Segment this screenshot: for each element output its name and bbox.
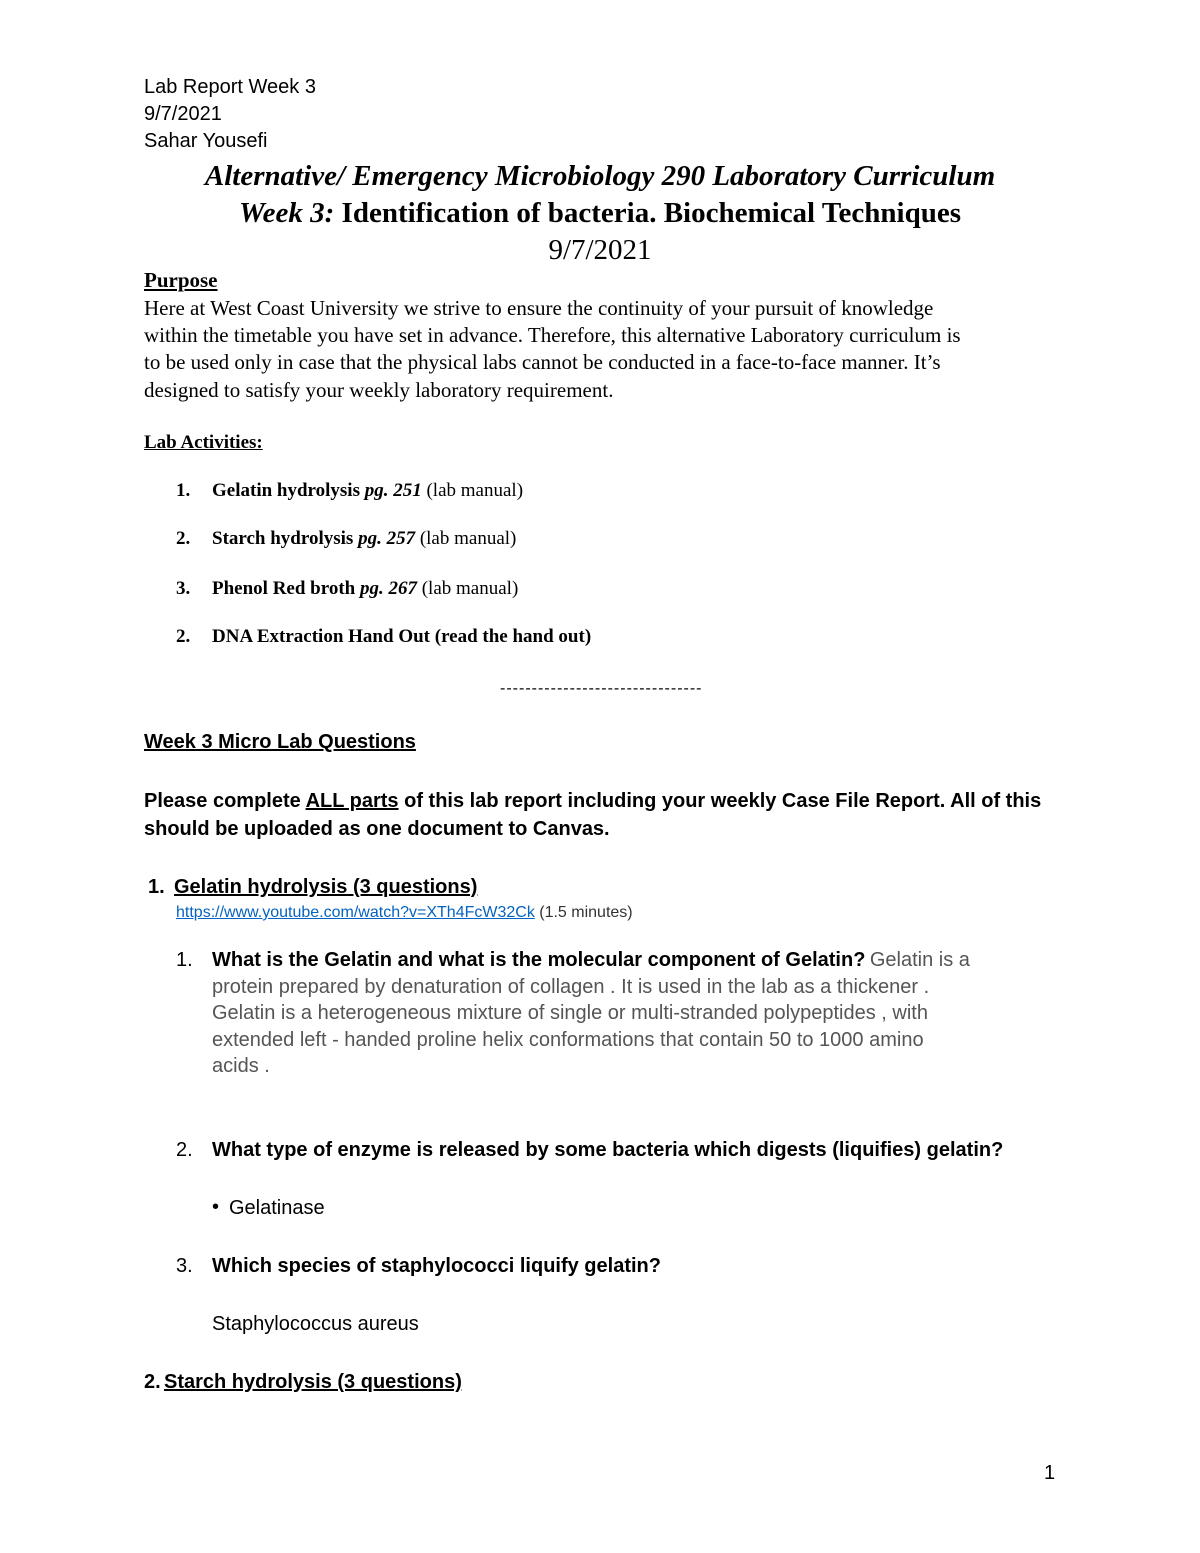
video-duration: (1.5 minutes) <box>534 904 633 921</box>
instructions-emphasis: ALL parts <box>305 790 399 812</box>
instructions-line: should be uploaded as one document to Canvas. <box>144 818 610 840</box>
week-label: Week 3: <box>238 197 335 229</box>
answer-line: Gelatin is a heterogeneous mixture of single or multi-stranded polypeptides , with <box>212 1002 928 1024</box>
section-number: 2. <box>144 1371 161 1393</box>
page-number: 1 <box>1044 1462 1056 1484</box>
section-divider: -------------------------------- <box>500 680 703 697</box>
video-link[interactable]: https://www.youtube.com/watch?v=XTh4FcW32Ck <box>176 904 535 921</box>
bullet-icon: • <box>212 1196 220 1218</box>
activity-note: (lab manual) <box>416 578 519 599</box>
activity-name: Gelatin hydrolysis <box>212 480 365 501</box>
report-title-line: Lab Report Week 3 <box>144 76 316 98</box>
activity-name: DNA Extraction Hand Out (read the hand out) <box>212 626 592 647</box>
activity-number: 1. <box>176 480 191 501</box>
activity-number: 3. <box>176 578 191 599</box>
title-date: 9/7/2021 <box>548 234 652 266</box>
activity-name: Starch hydrolysis <box>212 528 359 549</box>
activity-item <box>212 578 518 600</box>
purpose-line: to be used only in case that the physical labs cannot be conducted in a face-to-face manner. It’s <box>144 350 941 374</box>
purpose-line: within the timetable you have set in advance. Therefore, this alternative Laboratory curriculum is <box>144 323 961 347</box>
section-title: Gelatin hydrolysis (3 questions) <box>174 876 478 898</box>
activity-note: (lab manual) <box>421 480 524 501</box>
activity-page: pg. 251 <box>364 480 422 501</box>
activity-item <box>212 528 516 550</box>
question-number: 2. <box>176 1139 193 1161</box>
question-number: 3. <box>176 1255 193 1277</box>
week-topic: Identification of bacteria. Biochemical Techniques <box>334 197 961 229</box>
question-line <box>212 949 970 972</box>
answer-line: extended left - handed proline helix conformations that contain 50 to 1000 amino <box>212 1029 924 1051</box>
lab-activities-heading: Lab Activities: <box>144 432 263 453</box>
question-text: What is the Gelatin and what is the molecular component of Gelatin? <box>212 949 866 971</box>
answer-line: protein prepared by denaturation of collagen . It is used in the lab as a thickener . <box>212 976 930 998</box>
instructions-text: of this lab report including your weekly Case File Report. All of this <box>398 790 1042 812</box>
answer-text: Gelatinase <box>229 1197 325 1219</box>
activity-page: pg. 257 <box>358 528 416 549</box>
video-link-line <box>176 904 633 922</box>
question-text: Which species of staphylococci liquify gelatin? <box>212 1255 661 1277</box>
instructions-text: Please complete <box>144 790 306 812</box>
question-number: 1. <box>176 949 193 971</box>
section-number: 1. <box>148 876 165 898</box>
week-title <box>0 197 1200 230</box>
purpose-heading: Purpose <box>144 268 218 292</box>
question-text: What type of enzyme is released by some bacteria which digests (liquifies) gelatin? <box>212 1139 1004 1161</box>
activity-page: pg. 267 <box>359 578 417 599</box>
report-date: 9/7/2021 <box>144 103 222 125</box>
curriculum-title: Alternative/ Emergency Microbiology 290 Laboratory Curriculum <box>204 160 996 192</box>
purpose-line: Here at West Coast University we strive to ensure the continuity of your pursuit of knowledge <box>144 296 934 320</box>
section-title: Starch hydrolysis (3 questions) <box>164 1371 462 1393</box>
activity-note: (lab manual) <box>415 528 517 549</box>
questions-heading: Week 3 Micro Lab Questions <box>144 731 416 753</box>
activity-item <box>212 626 591 648</box>
activity-number: 2. <box>176 528 191 549</box>
answer-line: acids . <box>212 1055 270 1077</box>
answer-text: Staphylococcus aureus <box>212 1313 419 1335</box>
answer-text: Gelatin is a <box>869 949 970 971</box>
activity-number: 2. <box>176 626 191 647</box>
activity-item <box>212 480 523 502</box>
instructions-line <box>144 790 1041 813</box>
purpose-line: designed to satisfy your weekly laboratory requirement. <box>144 378 614 402</box>
activity-name: Phenol Red broth <box>212 578 360 599</box>
author-name: Sahar Yousefi <box>144 130 268 152</box>
